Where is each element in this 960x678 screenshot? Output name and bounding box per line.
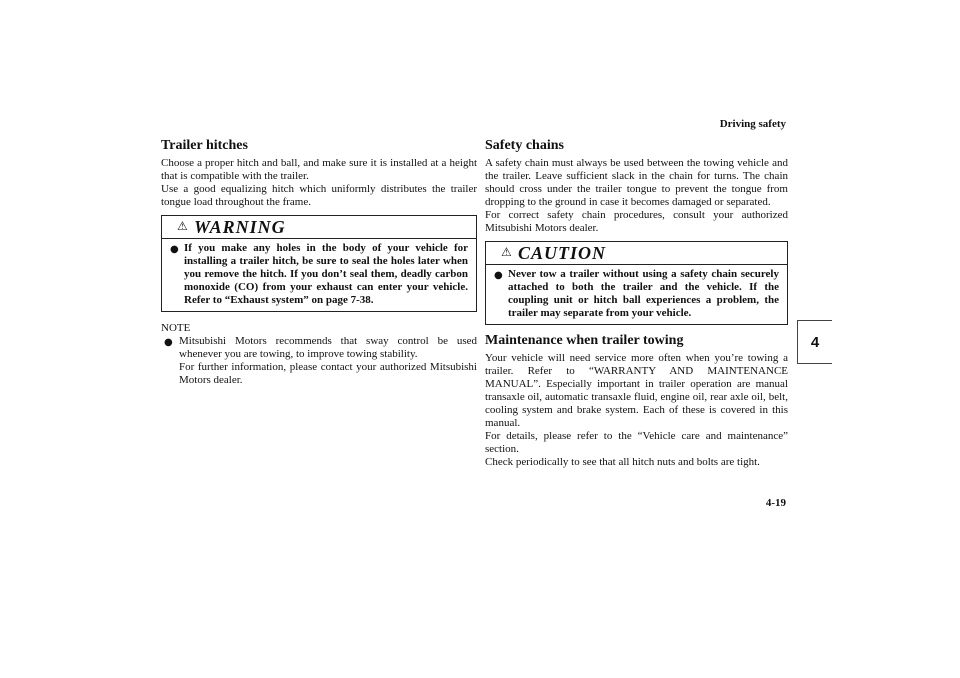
safety-chains-paragraph-2: For correct safety chain procedures, consult your authorized Mitsubishi Motors dealer. xyxy=(485,209,788,234)
trailer-hitches-paragraph-2: Use a good equalizing hitch which uniformly distributes the trailer tongue load throughout the frame. xyxy=(161,183,477,208)
warning-triangle-icon: ⚠ xyxy=(177,219,188,233)
safety-chains-paragraph-1: A safety chain must always be used between the towing vehicle and the trailer. Leave sufficient slack in the chain for turns. The chain should cross under the trailer tongue to prevent the tongue from dropping to the ground in case it becomes damaged or separated. xyxy=(485,157,788,208)
left-column xyxy=(161,138,477,387)
note-item xyxy=(161,335,477,387)
caution-header xyxy=(486,242,787,265)
caution-text: Never tow a trailer without using a safety chain securely attached to both the trailer and the vehicle. If the coupling unit or hitch ball experiences a problem, the trailer may separate from your vehicle. xyxy=(508,268,779,319)
bullet-icon: ● xyxy=(164,337,173,348)
warning-box xyxy=(161,215,477,312)
caution-title: CAUTION xyxy=(518,243,607,263)
note-label: NOTE xyxy=(161,322,191,334)
page-header: Driving safety xyxy=(719,118,786,130)
maintenance-paragraph-2: For details, please refer to the “Vehicle care and maintenance” section. xyxy=(485,430,788,455)
right-column xyxy=(485,138,788,469)
trailer-hitches-paragraph-1: Choose a proper hitch and ball, and make sure it is installed at a height that is compatible with the trailer. xyxy=(161,157,477,182)
bullet-icon: ● xyxy=(170,244,179,255)
trailer-hitches-heading: Trailer hitches xyxy=(161,138,248,153)
warning-body xyxy=(162,239,476,311)
caution-box xyxy=(485,241,788,325)
note-text: Mitsubishi Motors recommends that sway control be used whenever you are towing, to improve towing stability. xyxy=(179,335,477,360)
caution-triangle-icon: ⚠ xyxy=(501,245,512,259)
safety-chains-heading: Safety chains xyxy=(485,138,564,153)
maintenance-paragraph-1: Your vehicle will need service more often when you’re towing a trailer. Refer to “WARRANTY AND MAINTENANCE MANUAL”. Especially important in trailer operation are manual transaxle oil, automatic transaxle fluid, engine oil, rear axle oil, belt, cooling system and brake system. Each of these is covered in this manual. xyxy=(485,352,788,429)
chapter-tab: 4 xyxy=(797,320,832,364)
warning-text: If you make any holes in the body of your vehicle for installing a trailer hitch, be sure to seal the holes later when you remove the hitch. If you don’t seal them, deadly carbon monoxide (CO) from your exhaust can enter your vehicle. Refer to “Exhaust system” on page 7-38. xyxy=(184,242,468,306)
warning-title: WARNING xyxy=(194,217,286,237)
warning-header xyxy=(162,216,476,239)
maintenance-heading: Maintenance when trailer towing xyxy=(485,333,684,348)
page-number: 4-19 xyxy=(765,497,786,509)
note-text-2: For further information, please contact your authorized Mitsubishi Motors dealer. xyxy=(179,361,477,386)
maintenance-paragraph-3: Check periodically to see that all hitch nuts and bolts are tight. xyxy=(485,456,760,468)
bullet-icon: ● xyxy=(494,270,503,281)
caution-body xyxy=(486,265,787,324)
